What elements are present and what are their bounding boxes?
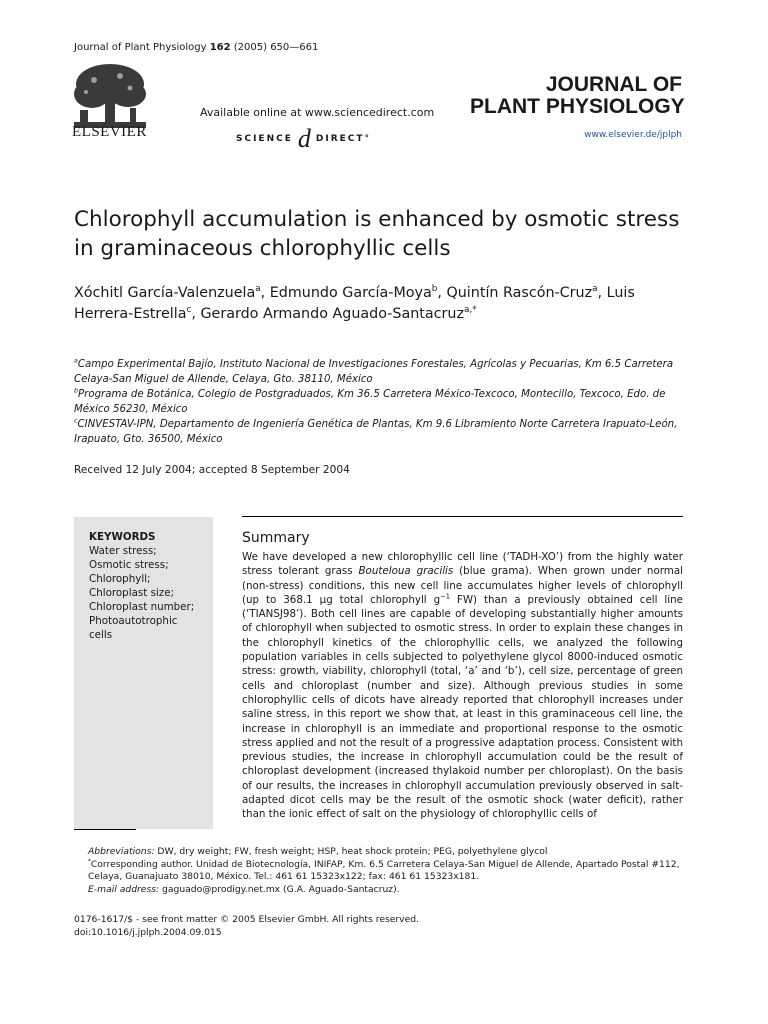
author-name: Gerardo Armando Aguado-Santacruz [200, 306, 464, 322]
author-list [74, 283, 689, 325]
journal-volume: 162 [209, 42, 231, 53]
author-separator: , [437, 285, 447, 301]
journal-year-pages: (2005) 650—661 [230, 42, 319, 53]
author-affil-sup: a [255, 284, 261, 295]
keywords-content [89, 530, 194, 642]
received-dates: Received 12 July 2004; accepted 8 September 2004 [74, 464, 350, 476]
keywords-heading: KEYWORDS [89, 531, 156, 543]
journal-title-line2: PLANT PHYSIOLOGY [470, 95, 685, 118]
keyword-item: Water stress; [89, 545, 157, 557]
author-affil-sup: b [431, 284, 438, 295]
keyword-item: Chlorophyll; [89, 573, 151, 585]
author-name: Luis Herrera-Estrella [74, 285, 635, 322]
corresponding-text: Corresponding author. Unidad de Biotecnología, INIFAP, Km. 6.5 Carretera Celaya-San Miguel de Allende, Apartado Postal #112, Celaya, Guanajuato 38010, México. Tel.: 461 61 15323x122; fax: 461 61 15323x181. [88, 858, 680, 882]
copyright-line: 0176-1617/$ - see front matter © 2005 Elsevier GmbH. All rights reserved. [74, 914, 420, 925]
footnotes [74, 846, 689, 896]
affiliation-item [74, 387, 689, 417]
corresponding-author-footnote [74, 859, 689, 884]
publisher-name: ELSEVIER [72, 124, 147, 140]
author-name: Edmundo García-Moya [269, 285, 432, 301]
affiliations [74, 357, 689, 447]
affiliation-sup: c [74, 417, 78, 425]
affiliation-sup: a [74, 357, 78, 365]
author-affil-sup: a,* [463, 305, 477, 316]
keyword-item: Chloroplast size; [89, 587, 174, 599]
author-separator: , [597, 285, 607, 301]
affiliation-item [74, 357, 689, 387]
sd-left-text: SCIENCE [236, 134, 293, 144]
footnote-divider [74, 829, 136, 830]
sd-right-text: DIRECT° [315, 134, 372, 144]
species-name: Bouteloua gracilis [358, 565, 454, 578]
sd-at-glyph: d [297, 124, 311, 153]
abbreviations-label: Abbreviations: [88, 846, 155, 857]
keywords-box [74, 517, 213, 829]
journal-title [470, 73, 685, 118]
keyword-item: Chloroplast number; [89, 601, 195, 613]
author-name: Quintín Rascón-Cruz [446, 285, 593, 301]
corresponding-sup: * [88, 858, 91, 865]
summary-heading: Summary [242, 530, 310, 546]
abbreviations-footnote [74, 846, 689, 859]
affiliation-text: CINVESTAV-IPN, Departamento de Ingeniería Genética de Plantas, Km 9.6 Libramiento Norte Carretera Irapuato-León, Irapuato, Gto. 36500, México [74, 419, 678, 445]
affiliation-item [74, 417, 689, 447]
keyword-item: Osmotic stress; [89, 559, 169, 571]
keyword-item: cells [89, 629, 113, 641]
author-separator: , [191, 306, 201, 322]
author-separator: , [260, 285, 270, 301]
summary-divider [242, 516, 683, 517]
available-online-text: Available online at www.sciencedirect.com [200, 106, 435, 119]
summary-text-1: We have developed a new chlorophyllic cell line (‘TADH-XO’) from the highly water stress tolerant grass [242, 551, 683, 578]
affiliation-sup: b [74, 387, 79, 395]
author-name: Xóchitl García-Valenzuela [74, 285, 256, 301]
summary-text-3: FW) than a previously obtained cell line (‘TIANSJ98’). Both cell lines are capable of developing substantially higher amounts of chlorophyll when subjected to osmotic stress. In order to explain these changes in the chlorophyll kinetics of the chlorophyllic cells, we analyzed the following population variables in cells subjected to polyethylene glycol 8000-induced osmotic stress: growth, viability, chlorophyll (total, ‘a’ and ‘b’), cell size, percentage of green cells and chloroplast (number and size). Although previous studies in some chlorophyllic cells of dicots have already reported that chlorophyll increases under saline stress, in this report we show that, at least in this graminaceous cell line, the increase in chlorophyll is an immediate and proportional response to the osmotic stress applied and not the result of a progressive adaptation process. Consistent with previous studies, the increase in chlorophyll accumulation could be the result of chloroplast development (increased thylakoid number per chloroplast). On the basis of our results, the increases in chlorophyll accumulation previously observed in salt-adapted dicot cells may be the result of the osmotic shock (water deficit), rather than the ionic effect of salt on the physiology of chlorophyllic cells of [242, 593, 683, 821]
journal-title-line1: JOURNAL OF [545, 73, 682, 96]
summary-text-2: (blue grama). When grown under normal (non-stress) conditions, this new cell line accumulates higher levels of chlorophyll (up to 368.1 μg total chlorophyll g [242, 565, 683, 606]
journal-reference [74, 42, 318, 53]
keyword-item: Photoautotrophic [89, 615, 178, 627]
journal-url[interactable]: www.elsevier.de/jplph [584, 130, 682, 140]
unit-exponent: −1 [440, 592, 450, 601]
email-text[interactable]: gaguado@prodigy.net.mx (G.A. Aguado-Santacruz). [159, 883, 400, 895]
copyright-block [74, 914, 419, 939]
summary-body [242, 550, 683, 822]
email-footnote [74, 884, 689, 897]
affiliation-text: Campo Experimental Bajío, Instituto Nacional de Investigaciones Forestales, Agrícolas y Pecuarias, Km 6.5 Carretera Celaya-San Miguel de Allende, Celaya, Gto. 38110, México [74, 359, 674, 385]
article-title: Chlorophyll accumulation is enhanced by osmotic stress in graminaceous chlorophyllic cells [74, 207, 680, 261]
author-affil-sup: a [592, 284, 598, 295]
doi-line[interactable]: doi:10.1016/j.jplph.2004.09.015 [74, 926, 222, 938]
sciencedirect-logo [236, 124, 372, 153]
email-label: E-mail address: [88, 883, 160, 895]
author-affil-sup: c [186, 305, 192, 316]
affiliation-text: Programa de Botánica, Colegio de Postgraduados, Km 36.5 Carretera México-Texcoco, Montecillo, Texcoco, Edo. de México 56230, México [74, 389, 666, 415]
journal-name: Journal of Plant Physiology [74, 42, 210, 53]
abbreviations-text: DW, dry weight; FW, fresh weight; HSP, heat shock protein; PEG, polyethylene glycol [154, 846, 548, 857]
